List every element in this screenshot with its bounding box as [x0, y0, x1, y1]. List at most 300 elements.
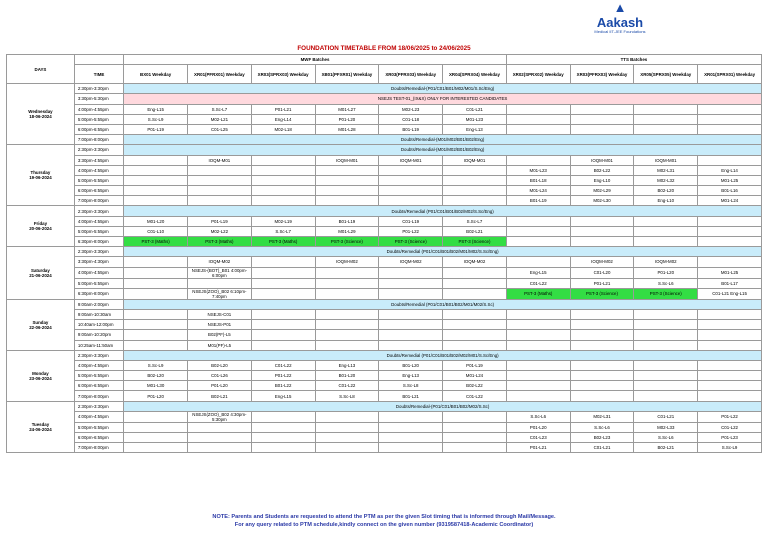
table-row	[7, 175, 762, 185]
class-cell	[251, 165, 315, 175]
class-cell: M01-L23	[443, 114, 507, 124]
time-cell: 4:00pm-4:55pm	[74, 104, 123, 114]
class-cell	[506, 330, 570, 340]
time-cell: 5:00pm-5:55pm	[74, 175, 123, 185]
time-cell: 3:30pm-4:30pm	[74, 257, 123, 267]
class-cell	[124, 443, 188, 453]
class-cell	[570, 330, 634, 340]
class-cell	[251, 196, 315, 206]
class-cell: C01-L18	[379, 114, 443, 124]
class-cell	[251, 175, 315, 185]
class-cell	[315, 443, 379, 453]
table-row	[7, 104, 762, 114]
class-cell	[634, 104, 698, 114]
class-cell	[698, 237, 762, 247]
class-cell	[506, 104, 570, 114]
table-row	[7, 360, 762, 370]
class-cell: IOQM-M02	[315, 257, 379, 267]
table-row	[7, 165, 762, 175]
class-cell: IOQM-M02	[188, 257, 252, 267]
page-title: FOUNDATION TIMETABLE FROM 18/06/2025 to 24/06/2025	[297, 45, 471, 52]
class-cell	[443, 186, 507, 196]
batch-header: XR03(PFRX03) Weekday	[570, 65, 634, 84]
class-cell	[251, 411, 315, 422]
class-cell: P01-L22	[251, 371, 315, 381]
day-cell-sat	[7, 247, 75, 300]
class-cell: M01-L28	[315, 124, 379, 134]
class-cell	[315, 196, 379, 206]
class-cell: P01-L20	[634, 267, 698, 278]
class-cell	[124, 257, 188, 267]
time-cell: 6:00pm-6:55pm	[74, 433, 123, 443]
class-cell	[315, 267, 379, 278]
class-cell: B02-L21	[188, 391, 252, 401]
class-cell	[570, 320, 634, 330]
class-cell	[188, 443, 252, 453]
class-cell: PST-3 (Science)	[570, 288, 634, 299]
class-cell	[570, 216, 634, 226]
table-row	[7, 278, 762, 288]
day-date: 24-06-2024	[29, 427, 52, 432]
class-cell	[251, 267, 315, 278]
time-cell: 4:00pm-4:55pm	[74, 216, 123, 226]
time-header-blank	[74, 55, 123, 65]
day-name: Thursday	[30, 170, 51, 176]
class-cell: S.Sc-L9	[124, 114, 188, 124]
class-cell	[124, 309, 188, 319]
class-cell	[634, 309, 698, 319]
class-cell: Eng-L10	[570, 175, 634, 185]
class-cell	[315, 422, 379, 432]
remedial-band: Doubts/Remedial (P01/C01/B01/B02/M02/S.Sc/Eng)	[124, 206, 762, 216]
day-date: 21-06-2024	[29, 272, 52, 278]
table-row	[7, 196, 762, 206]
class-cell: M02-L29	[570, 186, 634, 196]
time-cell: 3:30pm-4:55pm	[74, 155, 123, 165]
class-cell: S.Sc-L9	[124, 360, 188, 370]
class-cell	[124, 411, 188, 422]
class-cell: IOQM-M02	[570, 257, 634, 267]
time-cell: 6:00pm-6:55pm	[74, 381, 123, 391]
days-header: DAYS	[7, 55, 75, 84]
class-cell: M02-L23	[379, 104, 443, 114]
class-cell	[188, 196, 252, 206]
class-cell	[634, 124, 698, 134]
class-cell: M02-L31	[634, 165, 698, 175]
day-cell-fri	[7, 206, 75, 247]
class-cell	[379, 267, 443, 278]
day-cell-thu	[7, 145, 75, 206]
class-cell	[443, 340, 507, 350]
class-cell: Eng-L15	[124, 104, 188, 114]
batch-header: BX01 Weekday	[124, 65, 188, 84]
class-cell: PST-3 (Maths)	[124, 237, 188, 247]
class-cell: IOQM-M01	[315, 155, 379, 165]
class-cell	[315, 411, 379, 422]
class-cell	[124, 155, 188, 165]
class-cell: P01-L21	[570, 278, 634, 288]
class-cell: M01-L24	[506, 186, 570, 196]
class-cell: Eng-L14	[698, 165, 762, 175]
class-cell: B01-L16	[698, 186, 762, 196]
time-cell: 4:00pm-4:55pm	[74, 165, 123, 175]
class-cell	[698, 391, 762, 401]
class-cell: NSEJS-C01	[188, 309, 252, 319]
class-cell	[379, 278, 443, 288]
class-cell: C01-L21	[570, 443, 634, 453]
class-cell: P01-L22	[698, 411, 762, 422]
class-cell	[506, 257, 570, 267]
class-cell	[379, 340, 443, 350]
class-cell: P01-L20	[124, 391, 188, 401]
class-cell	[379, 186, 443, 196]
table-row	[7, 145, 762, 155]
class-cell	[124, 175, 188, 185]
table-row	[7, 226, 762, 236]
remedial-band: Doubts/Remedial-(M01/M02/B01/B02/Eng)	[124, 145, 762, 155]
class-cell: PST-3 (Science)	[379, 237, 443, 247]
class-cell	[315, 340, 379, 350]
class-cell	[634, 216, 698, 226]
class-cell	[506, 155, 570, 165]
class-cell	[698, 309, 762, 319]
class-cell: NSEJS(ZOO)_B02 4:30pm-5:30pm	[188, 411, 252, 422]
footer-note	[6, 513, 762, 529]
time-cell: 3:30pm-5:30pm	[74, 94, 123, 104]
class-cell: M01-L25	[698, 267, 762, 278]
class-cell	[698, 330, 762, 340]
day-date: 20-06-2024	[29, 226, 52, 232]
table-row	[7, 288, 762, 299]
class-cell	[315, 288, 379, 299]
time-cell: 10:25am-11:50am	[74, 340, 123, 350]
time-cell: 5:00pm-5:55pm	[74, 371, 123, 381]
class-cell	[698, 257, 762, 267]
class-cell	[188, 422, 252, 432]
class-cell: B02-L21	[443, 226, 507, 236]
class-cell: C01-L10	[124, 226, 188, 236]
class-cell: B02-L22	[570, 165, 634, 175]
table-row	[7, 391, 762, 401]
class-cell	[251, 340, 315, 350]
class-cell	[315, 433, 379, 443]
class-cell	[379, 175, 443, 185]
time-cell: 6:00pm-6:55pm	[74, 186, 123, 196]
class-cell	[251, 257, 315, 267]
table-row	[7, 124, 762, 134]
remedial-band: NSEJS TEST-01_(IX&X) ONLY FOR INTERESTED CANDIDATES	[124, 94, 762, 104]
time-cell: 2:30pm-3:30pm	[74, 247, 123, 257]
class-cell	[698, 320, 762, 330]
class-cell	[634, 114, 698, 124]
class-cell: Eng-L15	[506, 267, 570, 278]
class-cell: S.Sc-L9	[698, 443, 762, 453]
class-cell: C01-L20	[570, 267, 634, 278]
class-cell	[634, 371, 698, 381]
class-cell: B01-L20	[379, 360, 443, 370]
remedial-band: Doubts/Remedial-(P01/C01/B01/M02/M01/S.Sc/Eng)	[124, 84, 762, 94]
table-row	[7, 216, 762, 226]
header-row-groups	[7, 55, 762, 65]
table-row	[7, 299, 762, 309]
class-cell: B02-L20	[188, 360, 252, 370]
class-cell	[443, 443, 507, 453]
day-date: 19-06-2024	[29, 175, 52, 181]
class-cell	[443, 433, 507, 443]
time-cell: 2:30pm-3:30pm	[74, 350, 123, 360]
class-cell	[443, 330, 507, 340]
class-cell: C01-L22	[251, 360, 315, 370]
class-cell: P01-L20	[506, 422, 570, 432]
class-cell	[188, 165, 252, 175]
day-name: Monday	[32, 370, 49, 376]
class-cell: S.Sc-L6	[506, 411, 570, 422]
class-cell	[506, 371, 570, 381]
class-cell	[634, 320, 698, 330]
class-cell: IOQM-M01	[634, 155, 698, 165]
class-cell	[443, 320, 507, 330]
class-cell	[634, 340, 698, 350]
class-cell	[506, 340, 570, 350]
remedial-band: Doubts/Remedial (P01/C01/B01/B02/M02/M01/S.Sc/Eng)	[124, 350, 762, 360]
class-cell	[570, 340, 634, 350]
class-cell: P01-L23	[698, 433, 762, 443]
class-cell	[506, 381, 570, 391]
class-cell: C01-L22	[443, 391, 507, 401]
class-cell	[698, 216, 762, 226]
table-row	[7, 340, 762, 350]
class-cell: S.Sc-L7	[443, 216, 507, 226]
time-header: TIME	[74, 65, 123, 84]
class-cell: M01(PF)-L5	[188, 340, 252, 350]
class-cell: B01-L18	[506, 175, 570, 185]
class-cell: Eng-L13	[315, 360, 379, 370]
class-cell: IOQM-M02	[443, 257, 507, 267]
class-cell	[443, 278, 507, 288]
class-cell	[251, 320, 315, 330]
batch-header: XR02(SPRX02) Weekday	[506, 65, 570, 84]
aakash-logo-icon: ▲	[613, 0, 627, 15]
batch-header: XR03(SPRX03) Weekday	[251, 65, 315, 84]
class-cell	[251, 278, 315, 288]
class-cell: C01-L21 Eng-L15	[698, 288, 762, 299]
class-cell	[379, 411, 443, 422]
class-cell: B02-L23	[570, 433, 634, 443]
class-cell: M02-L30	[570, 196, 634, 206]
class-cell: NSEJS(ZOO)_B02 6:10pm-7:40pm	[188, 288, 252, 299]
class-cell	[251, 186, 315, 196]
batch-header: XR01(PFRX01) Weekday	[188, 65, 252, 84]
class-cell: M01-L24	[443, 371, 507, 381]
class-cell: M01-L29	[315, 226, 379, 236]
batch-header: XR01(SPRX01) Weekday	[698, 65, 762, 84]
batch-header: XB01(PFXR01) Weekday	[315, 65, 379, 84]
class-cell: M02-L33	[634, 422, 698, 432]
class-cell: S.Sc-L7	[188, 104, 252, 114]
class-cell	[315, 330, 379, 340]
table-row	[7, 422, 762, 432]
class-cell: M01-L23	[506, 165, 570, 175]
class-cell: IOQM-M01	[188, 155, 252, 165]
time-cell: 6:00pm-6:55pm	[74, 124, 123, 134]
class-cell: Eng-L13	[379, 371, 443, 381]
remedial-band: Doubts/Remedial-(P01/C01/B01/B02/M02/S.Sc)	[124, 401, 762, 411]
class-cell: IOQM-M01	[570, 155, 634, 165]
class-cell: M01-L27	[315, 104, 379, 114]
class-cell	[443, 196, 507, 206]
class-cell	[124, 288, 188, 299]
class-cell	[570, 114, 634, 124]
class-cell: P01-L19	[443, 360, 507, 370]
class-cell	[251, 433, 315, 443]
class-cell: C01-L22	[698, 422, 762, 432]
class-cell	[698, 114, 762, 124]
table-row	[7, 84, 762, 94]
footer-note-line2: For any query related to PTM schedule,kindly connect on the given number (9319587418-Academic Coordinator)	[234, 522, 534, 528]
class-cell: B02-L20	[634, 186, 698, 196]
time-cell: 9:00am-2:00pm	[74, 299, 123, 309]
class-cell	[443, 422, 507, 432]
class-cell	[379, 330, 443, 340]
class-cell	[251, 422, 315, 432]
remedial-band: Doubts/Remedial (P01/C01/B01/B02/M01/M02/S.Sc)	[124, 299, 762, 309]
time-cell: 5:00pm-5:55pm	[74, 226, 123, 236]
class-cell: S.Sc-L8	[315, 391, 379, 401]
class-cell	[443, 288, 507, 299]
class-cell: Eng-L14	[251, 114, 315, 124]
time-cell: 5:00pm-5:55pm	[74, 422, 123, 432]
time-cell: 2:30pm-3:30pm	[74, 206, 123, 216]
table-row	[7, 155, 762, 165]
class-cell: M02-L22	[188, 226, 252, 236]
class-cell: P01-L20	[315, 114, 379, 124]
class-cell: Eng-L10	[634, 196, 698, 206]
class-cell: M02-L18	[251, 124, 315, 134]
class-cell	[634, 330, 698, 340]
time-cell: 7:00pm-8:00pm	[74, 196, 123, 206]
class-cell	[570, 104, 634, 114]
class-cell	[443, 175, 507, 185]
table-row	[7, 443, 762, 453]
day-date: 23-06-2024	[29, 375, 52, 381]
class-cell	[506, 391, 570, 401]
class-cell	[124, 330, 188, 340]
class-cell: C01-L25	[188, 124, 252, 134]
class-cell: PST-3 (Science)	[443, 237, 507, 247]
class-cell	[379, 443, 443, 453]
class-cell	[379, 288, 443, 299]
mwf-group-header: MWF Batches	[124, 55, 507, 65]
class-cell: IOQM-M01	[443, 155, 507, 165]
class-cell: C01-L22	[506, 278, 570, 288]
class-cell: Eng-L13	[443, 124, 507, 134]
class-cell	[251, 288, 315, 299]
class-cell: NSEJS-(BOT)_B01 4:00pm-6:00pm	[188, 267, 252, 278]
class-cell	[698, 381, 762, 391]
table-row	[7, 350, 762, 360]
class-cell: P01-L21	[251, 104, 315, 114]
table-row	[7, 330, 762, 340]
class-cell	[188, 186, 252, 196]
time-cell: 5:00pm-5:55pm	[74, 278, 123, 288]
class-cell	[251, 309, 315, 319]
aakash-logo	[580, 0, 660, 40]
batch-header: XR03(PFRX03) Weekday	[379, 65, 443, 84]
class-cell	[570, 309, 634, 319]
table-row	[7, 267, 762, 278]
table-row	[7, 320, 762, 330]
class-cell: C01-L21	[443, 104, 507, 114]
day-cell-sun	[7, 299, 75, 350]
footer-note-line1: NOTE: Parents and Students are requested to attend the PTM as per the given Slot timing that is informed through Mail/Message.	[212, 514, 556, 520]
day-name: Friday	[33, 221, 48, 227]
class-cell	[506, 124, 570, 134]
class-cell	[506, 320, 570, 330]
class-cell	[124, 340, 188, 350]
class-cell: B01-L19	[315, 216, 379, 226]
time-cell: 4:00pm-4:55pm	[74, 411, 123, 422]
time-cell: 7:00pm-8:00pm	[74, 443, 123, 453]
class-cell: B01-L19	[506, 196, 570, 206]
class-cell: PST-3 (Maths)	[188, 237, 252, 247]
class-cell: NSEJS-P01	[188, 320, 252, 330]
table-row	[7, 94, 762, 104]
class-cell	[506, 237, 570, 247]
class-cell	[315, 309, 379, 319]
tts-group-header: TTS Batches	[506, 55, 761, 65]
class-cell	[570, 371, 634, 381]
class-cell	[698, 340, 762, 350]
class-cell	[634, 360, 698, 370]
day-date: 18-06-2024	[29, 114, 52, 120]
class-cell	[443, 267, 507, 278]
class-cell: B01-L19	[379, 124, 443, 134]
class-cell: C01-L23	[506, 433, 570, 443]
class-cell	[251, 155, 315, 165]
class-cell	[698, 124, 762, 134]
table-row	[7, 114, 762, 124]
time-cell: 2:30pm-3:30pm	[74, 401, 123, 411]
time-cell: 4:00pm-4:55pm	[74, 267, 123, 278]
class-cell	[506, 309, 570, 319]
day-name: Wednesday	[28, 109, 53, 115]
class-cell	[379, 320, 443, 330]
class-cell	[379, 433, 443, 443]
class-cell: IOQM-M02	[634, 257, 698, 267]
day-name: Tuesday	[31, 422, 50, 427]
time-cell: 2:30pm-3:30pm	[74, 145, 123, 155]
batch-header: XR05(SPRX05) Weekday	[634, 65, 698, 84]
class-cell	[188, 433, 252, 443]
class-cell	[570, 391, 634, 401]
class-cell	[506, 114, 570, 124]
class-cell: P01-L22	[379, 226, 443, 236]
class-cell: C01-L21	[634, 411, 698, 422]
class-cell: IOQM-M01	[379, 155, 443, 165]
class-cell: S.Sc-L6	[570, 422, 634, 432]
time-cell: 9:00am-10:30am	[74, 309, 123, 319]
class-cell: P01-L19	[188, 216, 252, 226]
class-cell	[570, 124, 634, 134]
class-cell: M01-L20	[124, 216, 188, 226]
class-cell	[698, 104, 762, 114]
class-cell: M01-L25	[698, 175, 762, 185]
class-cell	[698, 226, 762, 236]
class-cell	[124, 165, 188, 175]
table-row	[7, 433, 762, 443]
class-cell	[315, 165, 379, 175]
class-cell	[634, 237, 698, 247]
